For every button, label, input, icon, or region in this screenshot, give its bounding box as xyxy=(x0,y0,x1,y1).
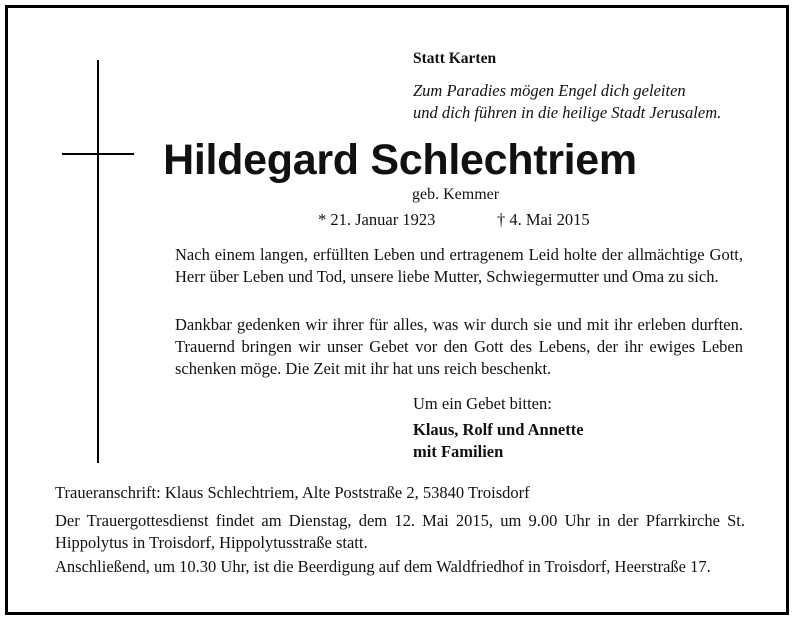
paragraph-gratitude: Dankbar gedenken wir ihrer für alles, was wir durch sie und mit ihr erleben durften. Trauernd bringen wir unser Gebet vor den Gott des Lebens, der ihr ewiges Leben schenken möge. Die Zeit mit ihr hat uns reich beschenkt. xyxy=(175,315,743,378)
prayer-request: Um ein Gebet bitten: xyxy=(413,394,552,413)
death-date: † 4. Mai 2015 xyxy=(497,210,590,229)
verse-line-1: Zum Paradies mögen Engel dich geleiten xyxy=(413,81,686,100)
burial-info: Anschließend, um 10.30 Uhr, ist die Beerdigung auf dem Waldfriedhof in Troisdorf, Heerstraße 17. xyxy=(55,557,711,576)
birth-date: * 21. Januar 1923 xyxy=(318,210,436,229)
verse-line-2: und dich führen in die heilige Stadt Jerusalem. xyxy=(413,103,722,122)
family-line-2: mit Familien xyxy=(413,442,504,461)
statt-karten-heading: Statt Karten xyxy=(413,50,497,67)
bible-verse xyxy=(413,80,721,124)
family-signature xyxy=(413,419,584,463)
paragraph-passing: Nach einem langen, erfüllten Leben und ertragenem Leid holte der allmächtige Gott, Herr über Leben und Tod, unsere liebe Mutter, Schwiegermutter und Oma zu sich. xyxy=(175,245,743,286)
mourning-address: Traueranschrift: Klaus Schlechtriem, Alte Poststraße 2, 53840 Troisdorf xyxy=(55,483,530,502)
deceased-name: Hildegard Schlechtriem xyxy=(163,136,637,184)
funeral-service-info: Der Trauergottesdienst findet am Dienstag, dem 12. Mai 2015, um 9.00 Uhr in der Pfarrkirche St. Hippolytus in Troisdorf, Hippolytusstraße statt. xyxy=(55,511,745,552)
cross-icon-vertical xyxy=(97,60,99,463)
family-line-1: Klaus, Rolf und Annette xyxy=(413,420,584,439)
maiden-name: geb. Kemmer xyxy=(412,186,500,203)
